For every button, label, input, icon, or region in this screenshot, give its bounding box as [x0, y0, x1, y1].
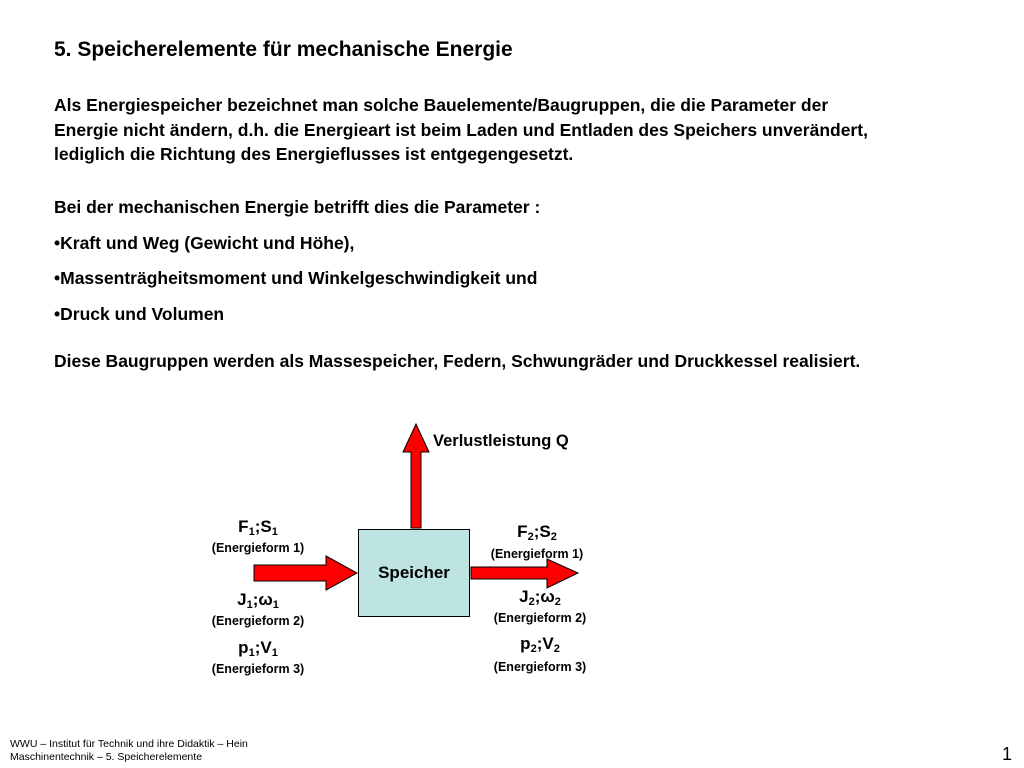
- summary-text: Diese Baugruppen werden als Massespeicher, Federn, Schwungräder und Druckkessel realisiert.: [54, 351, 861, 371]
- output-arrow: [471, 559, 578, 588]
- loss-label: Verlustleistung Q: [433, 432, 569, 450]
- right-inertia-omega-label: $J_2;\omega_2$: [519, 587, 561, 608]
- left-inertia-omega-label: $J_1;\omega_1$: [237, 590, 279, 611]
- loss-arrow: [403, 424, 429, 528]
- right-force-way-label: $F_2;S_2$: [517, 522, 557, 543]
- footer-line-1: WWU – Institut für Technik und ihre Didaktik – Hein: [10, 738, 248, 750]
- params-heading: Bei der mechanischen Energie betrifft dies die Parameter :: [54, 197, 541, 217]
- right-energieform-3: (Energieform 3): [493, 660, 587, 674]
- bullet-massentraegheit: •Massenträgheitsmoment und Winkelgeschwindigkeit und: [54, 268, 538, 288]
- bullet-druck-volumen: •Druck und Volumen: [54, 304, 225, 324]
- right-energieform-2: (Energieform 2): [493, 611, 587, 625]
- bullet-kraft-weg: •Kraft und Weg (Gewicht und Höhe),: [54, 233, 355, 253]
- left-force-way-label: $F_1;S_1$: [238, 517, 278, 538]
- intro-line-1: Als Energiespeicher bezeichnet man solche Bauelemente/Baugruppen, die die Parameter der: [54, 95, 829, 115]
- left-pressure-volume-label: $p_1;V_1$: [238, 638, 278, 659]
- left-energieform-2: (Energieform 2): [211, 614, 305, 628]
- right-pressure-volume-label: $p_2;V_2$: [520, 634, 560, 655]
- intro-line-3: lediglich die Richtung des Energieflusses ist entgegengesetzt.: [54, 144, 574, 164]
- footer: [10, 738, 248, 764]
- slide-title: 5. Speicherelemente für mechanische Energie: [54, 38, 513, 61]
- input-arrow: [254, 556, 357, 590]
- intro-line-2: Energie nicht ändern, d.h. die Energieart ist beim Laden und Entladen des Speichers unverändert,: [54, 119, 868, 140]
- page-number: 1: [1002, 744, 1013, 764]
- speicher-box: [358, 529, 470, 617]
- left-energieform-1: (Energieform 1): [211, 541, 305, 555]
- speicher-label: Speicher: [378, 563, 450, 582]
- left-energieform-3: (Energieform 3): [211, 662, 305, 676]
- right-energieform-1: (Energieform 1): [490, 547, 584, 561]
- footer-line-2: Maschinentechnik – 5. Speicherelemente: [10, 751, 203, 763]
